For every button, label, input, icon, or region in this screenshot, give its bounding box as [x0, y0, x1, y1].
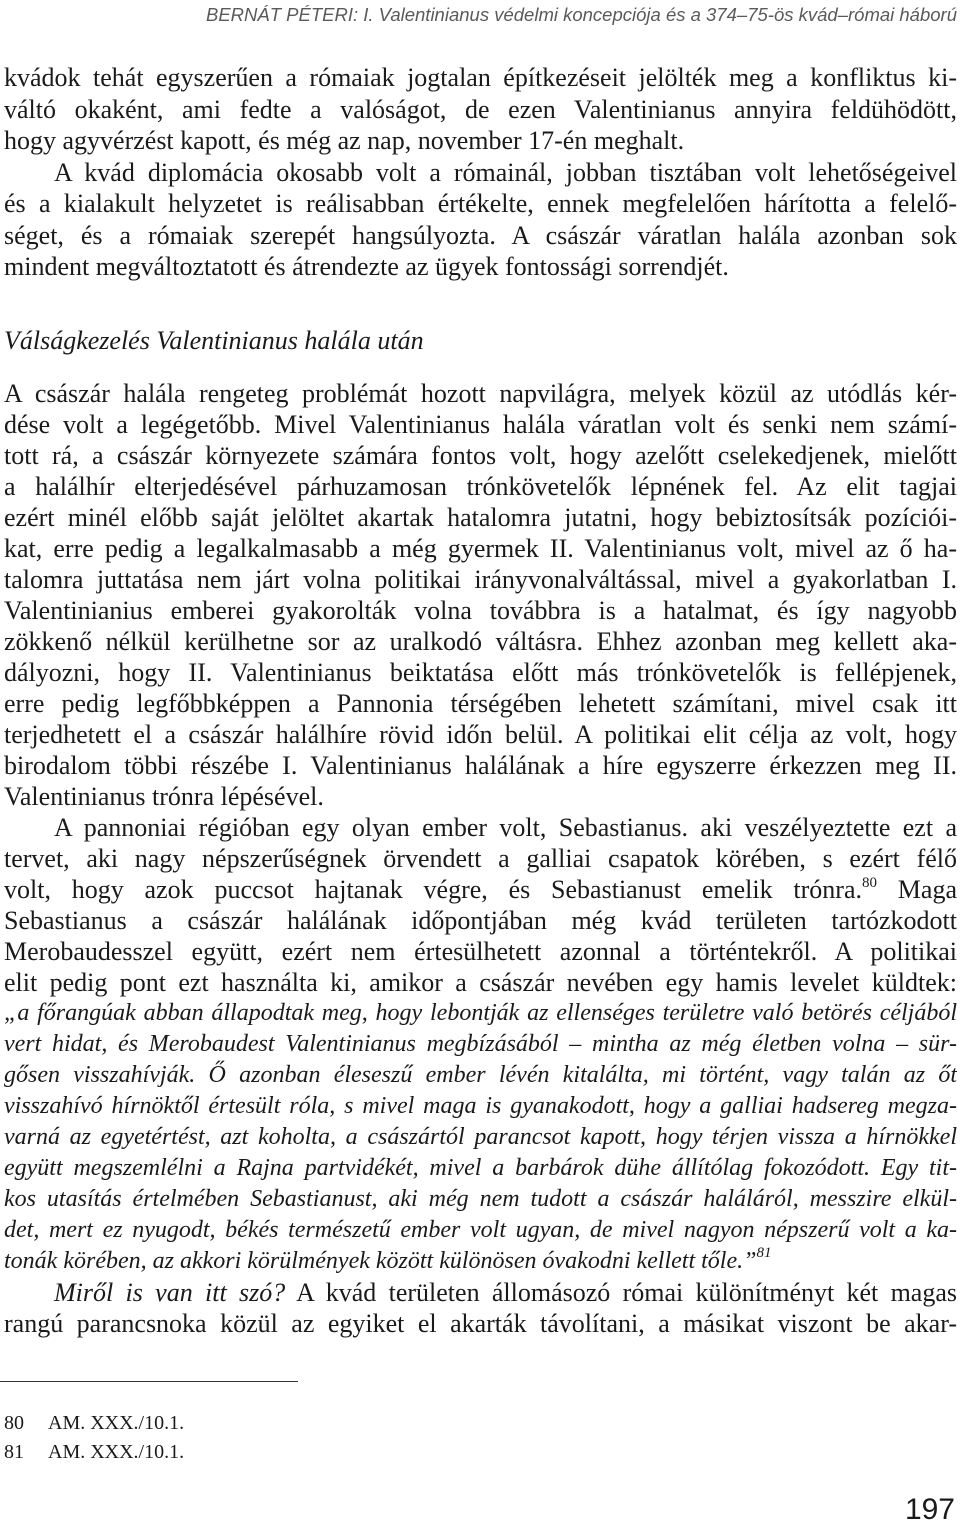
footnote-separator [0, 1381, 298, 1382]
text-line: és a kialakult helyzetet is reálisabban értékelte, ennek megfelelően hárította a felelő- [4, 189, 957, 218]
text-line: Merobaudesszel együtt, ezért nem értesülhetett azonnal a történtekről. A politikai [4, 936, 957, 966]
quote-line: „a főrangúak abban állapodtak meg, hogy lebontják az ellenséges területre való betörés céljából [4, 999, 957, 1026]
text-line: A pannoniai régióban egy olyan ember volt, Sebastianus. aki veszélyeztette ezt a [54, 812, 957, 842]
text-block-main [4, 378, 957, 1339]
text-line [4, 1277, 957, 1308]
text-line: mindent megváltoztatott és átrendezte az ügyek fontossági sorrendjét. [4, 252, 729, 281]
footnote-text: AM. XXX./10.1. [48, 1412, 185, 1434]
text-line: A kvád diplomácia okosabb volt a rómainál, jobban tisztában volt lehetőségeivel [54, 157, 957, 187]
footnote-number: 80 [4, 1412, 24, 1434]
quote-line: visszahívó hírnöktől értesült róla, s mivel maga is gyanakodott, hogy a galliai hadsereg megza- [4, 1092, 957, 1119]
text-line: kvádok tehát egyszerűen a rómaiak jogtalan építkezéseit jelölték meg a konfliktus ki- [4, 63, 957, 92]
quote-line: gősen visszahívják. Ő azonban éleseszű ember lévén kitalálta, mi történt, vagy talán az őt [4, 1061, 957, 1088]
footnote-reference[interactable]: 81 [756, 1245, 772, 1261]
text-line: hogy agyvérzést kapott, és még az nap, november 17-én meghalt. [4, 126, 685, 155]
quote-line: det, mert ez nyugodt, békés természetű ember volt ugyan, de mivel nagyon népszerű volt a ka- [4, 1216, 957, 1243]
text-line: váltó okaként, ami fedte a valóságot, de ezen Valentinianus annyira feldühödött, [4, 94, 957, 124]
text-line: kat, erre pedig a legalkalmasabb a még gyermek II. Valentinianus volt, mivel az ő ha- [4, 533, 957, 563]
text-line: Valentinianus trónra lépésével. [4, 781, 324, 811]
text-segment: volt, hogy azok puccsot hajtanak végre, és Sebastianust emelik trónra. [4, 874, 862, 904]
text-segment: tonák körében, az akkori körülmények között különösen óvakodni kellett tőle.” [4, 1247, 757, 1274]
text-segment: Maga [877, 874, 957, 904]
quote-line: kos utasítás értelmében Sebastianust, aki még nem tudott a császár haláláról, messzire elkül- [4, 1185, 957, 1212]
footnote-number: 81 [4, 1441, 24, 1463]
quote-line: varná az egyetértést, azt koholta, a császártól parancsot kapott, hogy térjen vissza a hírnökkel [4, 1123, 957, 1150]
text-line: elit pedig pont ezt használta ki, amikor a császár nevében egy hamis levelet küldtek: [4, 967, 957, 997]
text-line: rangú parancsnoka közül az egyiket el akarták távolítani, a másikat viszont be akar- [4, 1308, 957, 1338]
quote-line: vert hidat, és Merobaudest Valentinianus megbízásából – mintha az még életben volna – sür- [4, 1030, 957, 1057]
text-line: zökkenő nélkül kerülhetne sor az uralkodó váltásra. Ehhez azonban meg kellett aka- [4, 626, 957, 656]
text-line: terjedhetett el a császár halálhíre rövid időn belül. A politikai elit célja az volt, hogy [4, 719, 957, 749]
section-heading: Válságkezelés Valentinianus halála után [4, 325, 424, 355]
footnote-text: AM. XXX./10.1. [48, 1441, 185, 1463]
text-line: ezért minél előbb saját jelöltet akartak hatalomra jutatni, hogy bebiztosítsák pozíciói- [4, 502, 957, 532]
text-line: birodalom többi részébe I. Valentinianus halálának a híre egyszerre érkezzen meg II. [4, 750, 957, 780]
text-line: Valentinianius emberei gyakorolták volna továbbra is a hatalmat, és így nagyobb [4, 595, 957, 625]
text-line: dályozni, hogy II. Valentinianus beiktatása előtt más trónkövetelők is fellépjenek, [4, 657, 957, 687]
text-line: tott rá, a császár környezete számára fontos volt, hogy azelőtt cselekedjenek, mielőtt [4, 440, 957, 470]
text-line: Sebastianus a császár halálának időpontjában még kvád területen tartózkodott [4, 905, 957, 935]
text-line [4, 874, 957, 905]
text-line: A császár halála rengeteg problémát hozott napvilágra, melyek közül az utódlás kér- [4, 378, 957, 408]
italic-question: Miről is van itt szó? [54, 1277, 286, 1307]
text-line: erre pedig legfőbbképpen a Pannonia térségében lehetett számítani, mivel csak itt [4, 688, 957, 718]
page-number: 197 [904, 1493, 955, 1526]
text-line: séget, és a rómaiak szerepét hangsúlyozta. A császár váratlan halála azonban sok [4, 220, 957, 250]
text-line: talomra juttatása nem járt volna politikai irányvonalváltással, mivel a gyakorlatban I. [4, 564, 957, 594]
footnote-reference[interactable]: 80 [862, 874, 877, 891]
quote-line [4, 1246, 957, 1277]
quote-line: együtt megszemlélni a Rajna partvidékét, mivel a barbárok dühe állítólag fokozódott. Egy tit- [4, 1154, 957, 1181]
text-line: tervet, aki nagy népszerűségnek örvendett a galliai csapatok körében, s ezért félő [4, 843, 957, 873]
running-header: BERNÁT PÉTERI: I. Valentinianus védelmi koncepciója és a 374–75-ös kvád–római háború [205, 4, 957, 25]
text-line: a halálhír elterjedésével párhuzamosan trónkövetelők lépnének fel. Az elit tagjai [4, 471, 957, 501]
text-line: dése volt a legégetőbb. Mivel Valentinianus halála váratlan volt és senki nem számí- [4, 409, 957, 439]
text-segment: A kvád területen állomásozó római különítményt két magas [285, 1277, 957, 1307]
text-block-top [4, 62, 957, 283]
